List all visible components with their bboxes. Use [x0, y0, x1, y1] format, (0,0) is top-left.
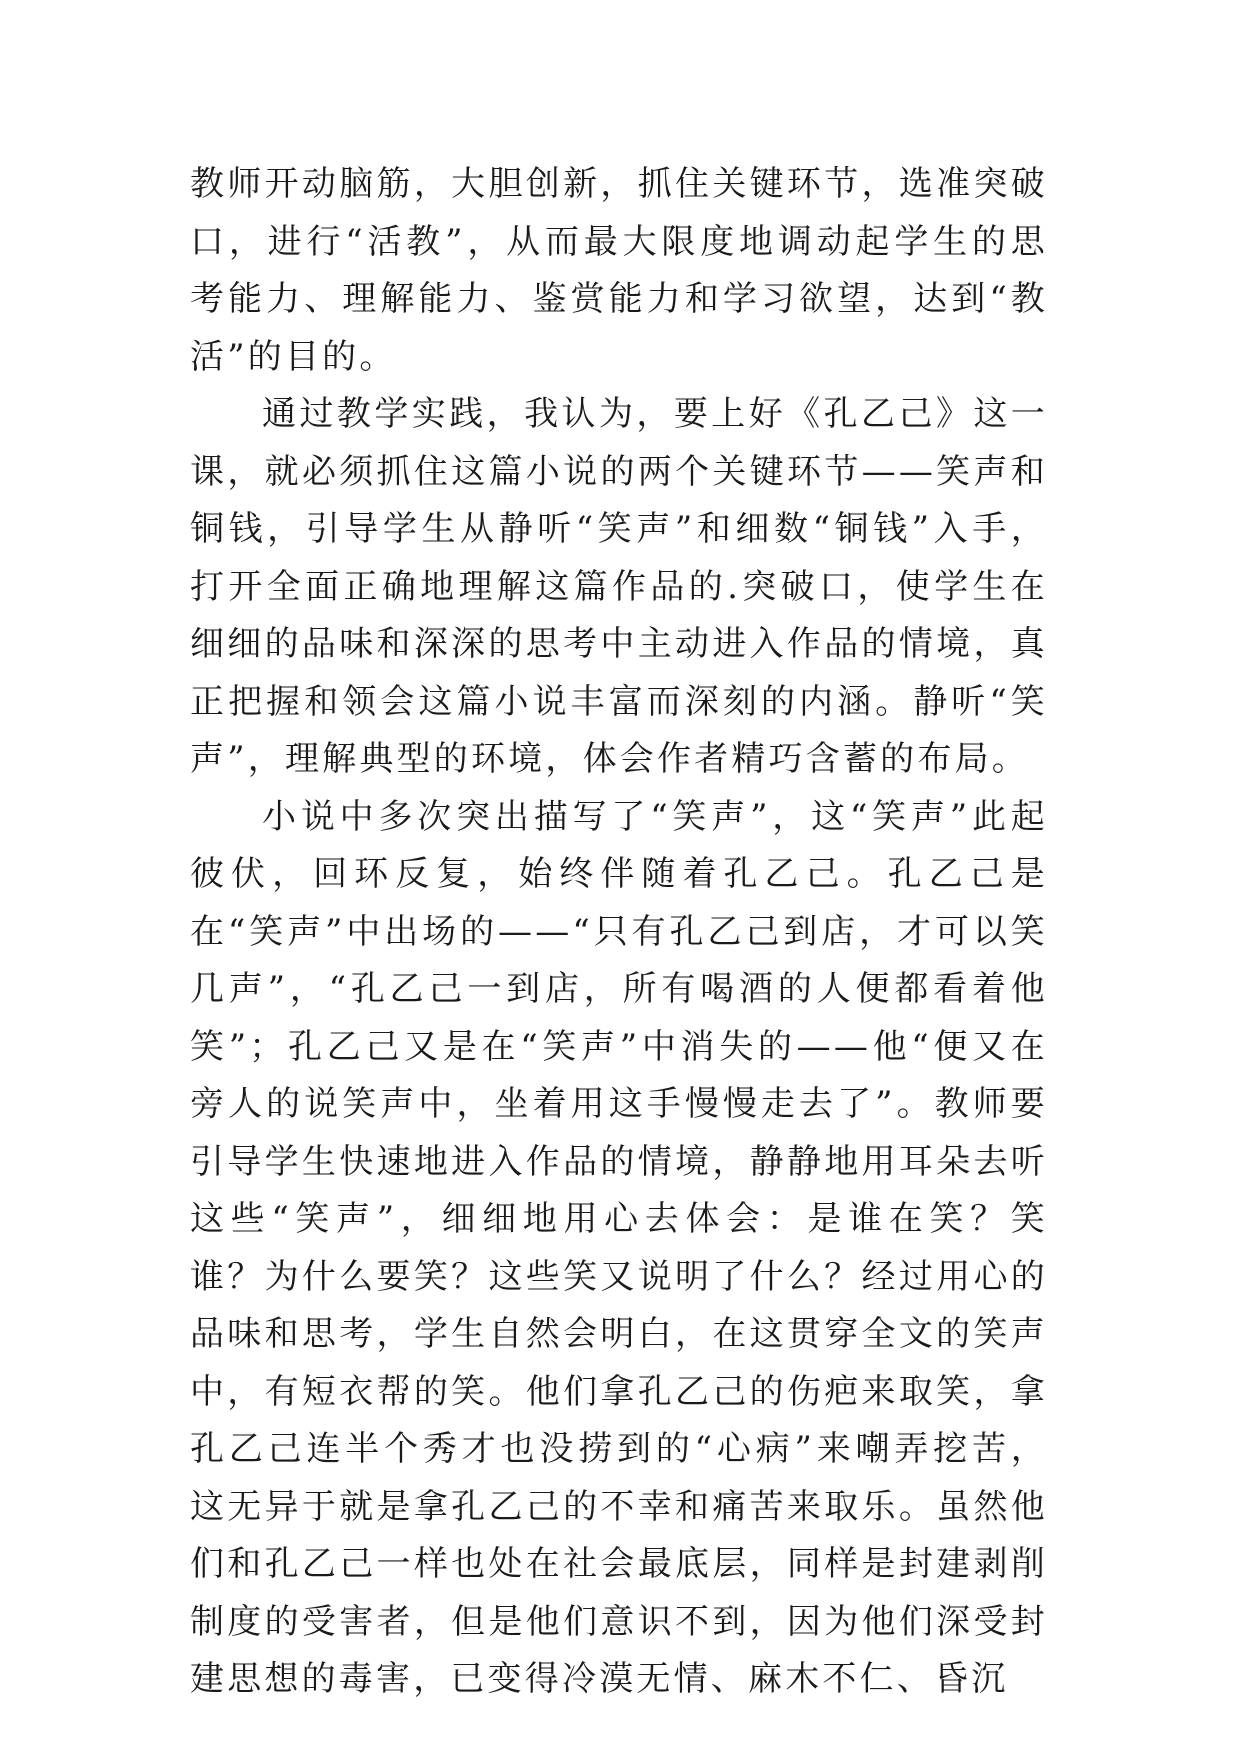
document-body — [190, 156, 1048, 1709]
paragraph-1: 教师开动脑筋，大胆创新，抓住关键环节，选准突破口，进行“活教”，从而最大限度地调动起学生的思考能力、理解能力、鉴赏能力和学习欲望，达到“教活”的目的。 — [190, 164, 1048, 377]
paragraph-2: 通过教学实践，我认为，要上好《孔乙己》这一课，就必须抓住这篇小说的两个关键环节——笑声和铜钱，引导学生从静听“笑声”和细数“铜钱”入手，打开全面正确地理解这篇作品的.突破口，使学生在细细的品味和深深的思考中主动进入作品的情境，真正把握和领会这篇小说丰富而深刻的内涵。静听“笑声”，理解典型的环境，体会作者精巧含蓄的布局。 — [190, 394, 1048, 779]
paragraph-3: 小说中多次突出描写了“笑声”，这“笑声”此起彼伏，回环反复，始终伴随着孔乙己。孔乙己是在“笑声”中出场的——“只有孔乙己到店，才可以笑几声”，“孔乙己一到店，所有喝酒的人便都看着他笑”；孔乙己又是在“笑声”中消失的——他“便又在旁人的说笑声中，坐着用这手慢慢走去了”。教师要引导学生快速地进入作品的情境，静静地用耳朵去听这些“笑声”，细细地用心去体会：是谁在笑？笑谁？为什么要笑？这些笑又说明了什么？经过用心的品味和思考，学生自然会明白，在这贯穿全文的笑声中，有短衣帮的笑。他们拿孔乙己的伤疤来取笑，拿孔乙己连半个秀才也没捞到的“心病”来嘲弄挖苦，这无异于就是拿孔乙己的不幸和痛苦来取乐。虽然他们和孔乙己一样也处在社会最底层，同样是封建剥削制度的受害者，但是他们意识不到，因为他们深受封建思想的毒害，已变得冷漠无情、麻木不仁、昏沉 — [190, 796, 1048, 1699]
